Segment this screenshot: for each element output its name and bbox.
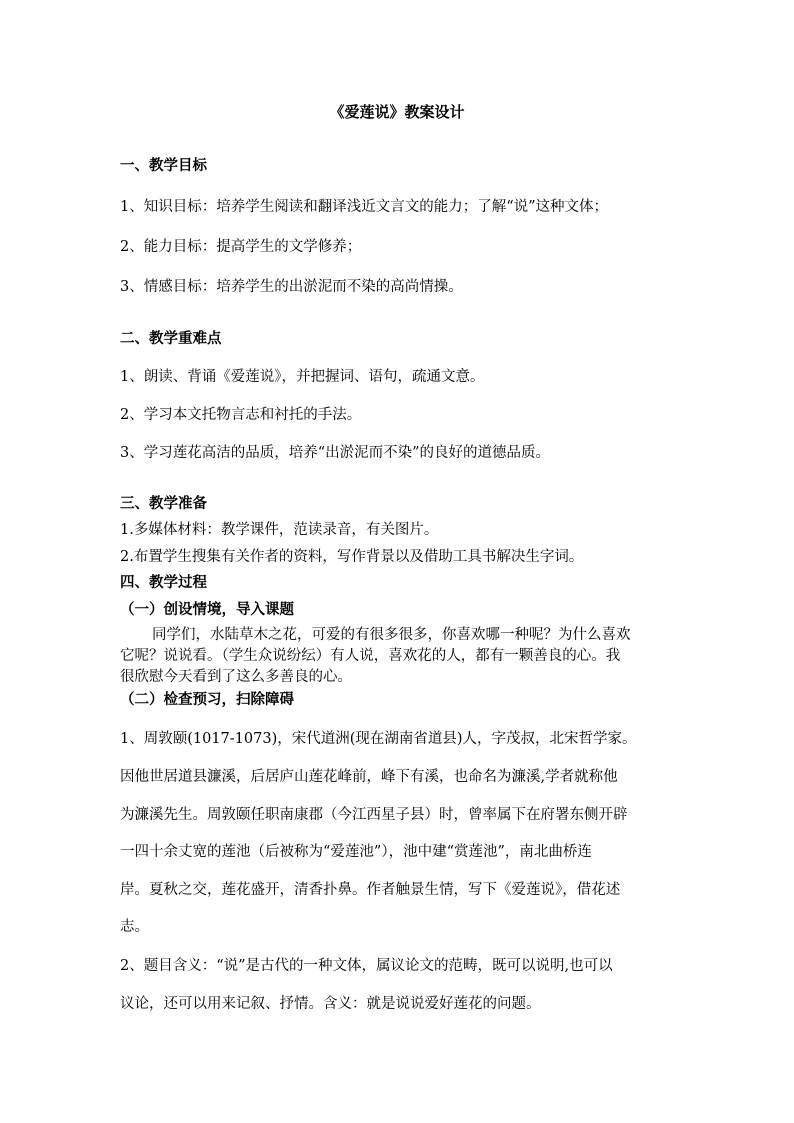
- subsection-heading-preview: （二）检查预习，扫除障碍: [120, 691, 294, 708]
- goal-item: 2、能力目标：提高学生的文学修养；: [120, 239, 362, 255]
- keypoint-item: 2、学习本文托物言志和衬托的手法。: [120, 407, 362, 423]
- goal-item: 3、情感目标：培养学生的出淤泥而不染的高尚情操。: [120, 279, 463, 295]
- paragraph-line: 很欣慰今天看到了这么多善良的心。: [120, 669, 352, 685]
- paragraph-line: 志。: [120, 919, 149, 935]
- paragraph-line: 因他世居道县濂溪，后居庐山莲花峰前，峰下有溪，也命名为濂溪,学者就称他: [120, 769, 618, 785]
- paragraph-line: 议论，还可以用来记叙、抒情。含义：就是说说爱好莲花的问题。: [120, 996, 541, 1012]
- paragraph-line: 一四十余丈宽的莲池（后被称为“爱莲池”），池中建“赏莲池”，南北曲桥连: [120, 844, 592, 860]
- paragraph-line: 它呢？说说看。（学生众说纷纭）有人说，喜欢花的人，都有一颗善良的心。我: [120, 648, 621, 664]
- preparation-item: 1.多媒体材料：教学课件，范读录音，有关图片。: [120, 522, 439, 538]
- keypoint-item: 3、学习莲花高洁的品质，培养“出淤泥而不染”的良好的道德品质。: [120, 445, 551, 461]
- paragraph-line: 同学们，水陆草木之花，可爱的有很多很多，你喜欢哪一种呢？为什么喜欢: [152, 627, 631, 643]
- section-heading-process: 四、教学过程: [120, 574, 207, 591]
- document-title: 《爱莲说》教案设计: [329, 103, 465, 121]
- section-heading-preparation: 三、教学准备: [120, 495, 207, 512]
- goal-item: 1、知识目标：培养学生阅读和翻译浅近文言文的能力；了解“说”这种文体；: [120, 199, 609, 215]
- paragraph-line: 2、题目含义：“说”是古代的一种文体，属议论文的范畴，既可以说明,也可以: [120, 958, 613, 974]
- section-heading-goals: 一、教学目标: [120, 157, 207, 174]
- keypoint-item: 1、朗读、背诵《爱莲说》，并把握词、语句，疏通文意。: [120, 369, 485, 385]
- preparation-item: 2.布置学生搜集有关作者的资料，写作背景以及借助工具书解决生字词。: [120, 549, 584, 565]
- paragraph-line: 1、周敦颐(1017-1073)，宋代道洲(现在湖南省道县)人，字茂叔，北宋哲学家。: [120, 731, 637, 747]
- section-heading-keypoints: 二、教学重难点: [120, 330, 222, 347]
- paragraph-line: 为濂溪先生。周敦颐任职南康郡（今江西星子县）时，曾率属下在府署东侧开辟: [120, 807, 628, 823]
- paragraph-line: 岸。夏秋之交，莲花盛开，清香扑鼻。作者触景生情，写下《爱莲说》，借花述: [120, 882, 621, 898]
- subsection-heading-intro: （一）创设情境，导入课题: [120, 601, 294, 618]
